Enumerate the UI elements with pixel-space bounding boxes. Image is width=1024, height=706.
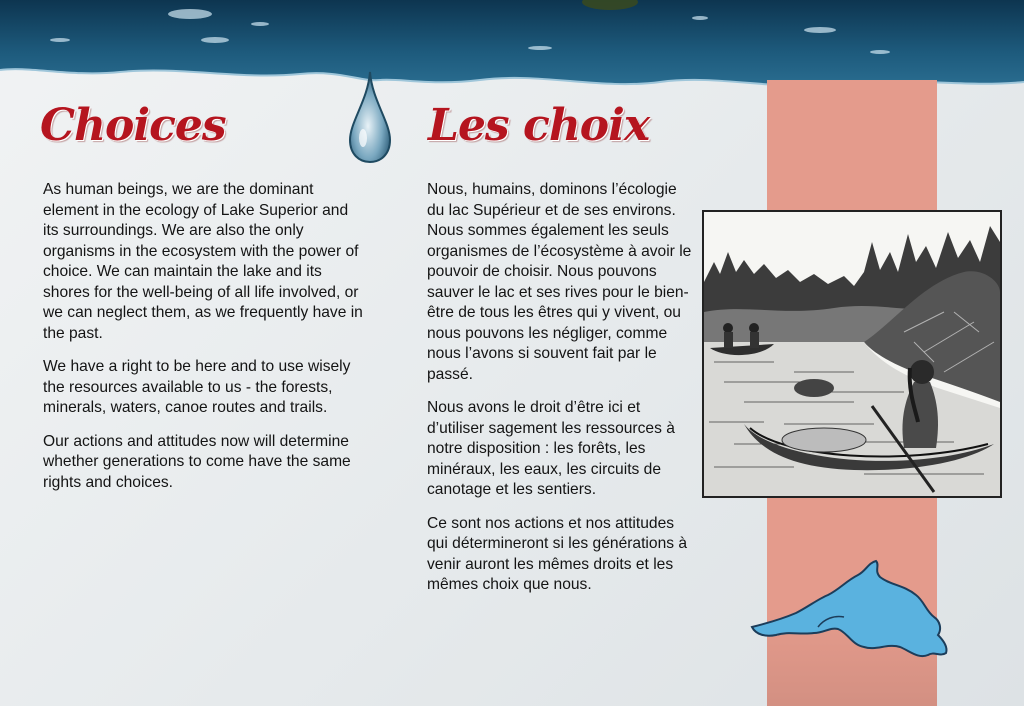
english-paragraph: As human beings, we are the dominant element in the ecology of Lake Superior and its surroundings. We are also the only organisms in the ecosystem with the power of choice. We can maintain the lake and its shores for the well-being of all life involved, or we can neglect them, as we frequently have in the past. [43,181,363,342]
english-title: Choices [40,100,226,151]
french-text [427,180,695,609]
canoe-river-sketch [702,210,1002,498]
french-paragraph: Nous avons le droit d’être ici et d’utiliser sagement les ressources à notre disposition : les forêts, les minéraux, les eaux, les circuits de canotage et les sentiers. [427,399,675,498]
french-paragraph: Nous, humains, dominons l’écologie du lac Supérieur et de ses environs. Nous sommes également les seuls organismes de l’écosystème à avoir le pouvoir de choisir. Nous pouvons sauver le lac et ses rives pour le bien-être de tous les êtres qui y vivent, ou nous pouvons les négliger, comme nous l’avons si souvent fait par le passé. [427,181,692,383]
water-drop-icon [346,70,394,166]
lake-superior-map [748,555,958,675]
english-paragraph: We have a right to be here and to use wisely the resources available to us - the forests, minerals, waters, canoe routes and trails. [43,358,351,416]
english-text [43,180,363,506]
french-paragraph: Ce sont nos actions et nos attitudes qui détermineront si les générations à venir auront les mêmes droits et les mêmes choix que nous. [427,514,688,593]
french-title: Les choix [428,100,650,151]
english-paragraph: Our actions and attitudes now will determine whether generations to come have the same rights and choices. [43,432,351,491]
